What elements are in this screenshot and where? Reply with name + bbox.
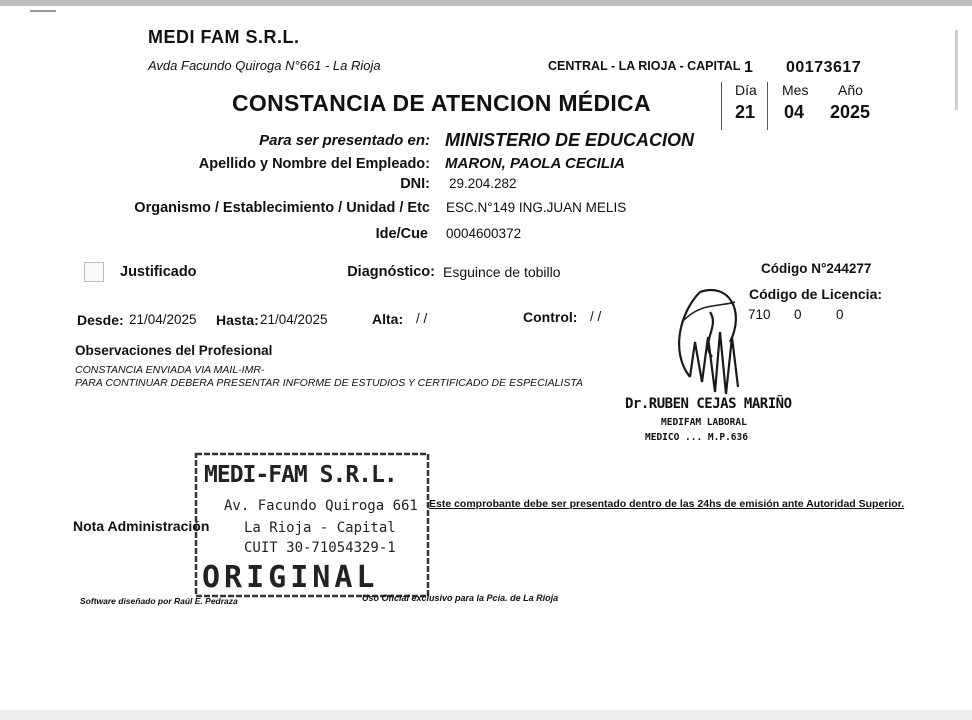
diagnostico-value: Esguince de tobillo bbox=[443, 264, 561, 280]
diagnostico-label: Diagnóstico: bbox=[347, 264, 435, 280]
observaciones-line: PARA CONTINUAR DEBERA PRESENTAR INFORME DE ESTUDIOS Y CERTIFICADO DE ESPECIALISTA bbox=[75, 377, 583, 389]
organismo-value: ESC.N°149 ING.JUAN MELIS bbox=[446, 200, 627, 215]
branch-label: CENTRAL - LA RIOJA - CAPITAL bbox=[548, 59, 741, 73]
hasta-label: Hasta: bbox=[216, 312, 259, 328]
day-label: Día bbox=[735, 82, 757, 98]
desde-label: Desde: bbox=[77, 312, 124, 328]
stamp-cuit: CUIT 30-71054329-1 bbox=[244, 540, 396, 556]
software-credit: Software diseñado por Raúl E. Pedraza bbox=[80, 596, 238, 606]
stamp-title: MEDI-FAM S.R.L. bbox=[204, 462, 397, 488]
top-border bbox=[0, 0, 972, 6]
company-address: Avda Facundo Quiroga N°661 - La Rioja bbox=[148, 58, 381, 73]
year-label: Año bbox=[838, 82, 863, 98]
day-value: 21 bbox=[735, 102, 756, 122]
serie-number: 1 bbox=[744, 59, 753, 76]
desde-value: 21/04/2025 bbox=[129, 312, 197, 327]
alta-label: Alta: bbox=[372, 311, 404, 327]
codigo-licencia-value: 0 bbox=[794, 307, 802, 322]
month-label: Mes bbox=[782, 82, 809, 98]
nota-administracion-label: Nota Administración bbox=[73, 518, 210, 534]
codigo-licencia-value: 710 bbox=[748, 307, 771, 322]
codigo-number: Código N°244277 bbox=[761, 261, 872, 276]
justificado-label: Justificado bbox=[120, 264, 197, 280]
company-name: MEDI FAM S.R.L. bbox=[148, 27, 300, 47]
date-divider bbox=[721, 82, 722, 130]
document-title: CONSTANCIA DE ATENCION MÉDICA bbox=[232, 90, 651, 116]
doctor-registration: MEDICO ... M.P.636 bbox=[645, 432, 748, 443]
stamp-city: La Rioja - Capital bbox=[244, 520, 396, 536]
codigo-licencia-value: 0 bbox=[836, 307, 844, 322]
empleado-label: Apellido y Nombre del Empleado: bbox=[198, 156, 430, 172]
doctor-name: Dr.RUBEN CEJAS MARIÑO bbox=[625, 396, 792, 412]
stamp-original: ORIGINAL bbox=[202, 560, 379, 595]
scanner-watermark bbox=[952, 30, 962, 110]
month-value: 04 bbox=[784, 102, 805, 122]
control-label: Control: bbox=[523, 309, 578, 325]
hasta-value: 21/04/2025 bbox=[260, 312, 328, 327]
year-value: 2025 bbox=[830, 102, 871, 122]
idecue-value: 0004600372 bbox=[446, 226, 522, 241]
doctor-title: MEDIFAM LABORAL bbox=[661, 417, 747, 428]
presentado-value: MINISTERIO DE EDUCACION bbox=[445, 130, 695, 150]
empleado-value: MARON, PAOLA CECILIA bbox=[445, 155, 625, 172]
idecue-label: Ide/Cue bbox=[375, 226, 428, 242]
top-mark bbox=[30, 10, 56, 12]
notice-text: Este comprobante debe ser presentado dentro de las 24hs de emisión ante Autoridad Superior. bbox=[429, 498, 905, 510]
presentado-label: Para ser presentado en: bbox=[259, 132, 430, 149]
dni-label: DNI: bbox=[400, 176, 430, 192]
company-stamp bbox=[194, 452, 430, 602]
observaciones-line: CONSTANCIA ENVIADA VIA MAIL-IMR- bbox=[75, 364, 265, 376]
codigo-licencia-label: Código de Licencia: bbox=[749, 286, 883, 302]
observaciones-title: Observaciones del Profesional bbox=[75, 343, 273, 358]
receipt-number: 00173617 bbox=[786, 59, 862, 76]
control-value: / / bbox=[590, 309, 602, 324]
uso-oficial: Uso Oficial exclusivo para la Pcia. de La Rioja bbox=[362, 593, 559, 603]
stamp-address: Av. Facundo Quiroga 661 bbox=[224, 498, 418, 514]
dni-value: 29.204.282 bbox=[449, 176, 517, 191]
alta-value: / / bbox=[416, 311, 428, 326]
organismo-label: Organismo / Establecimiento / Unidad / Etc bbox=[134, 200, 430, 216]
date-divider bbox=[767, 82, 768, 130]
justificado-checkbox[interactable] bbox=[84, 262, 104, 282]
bottom-border bbox=[0, 710, 972, 720]
